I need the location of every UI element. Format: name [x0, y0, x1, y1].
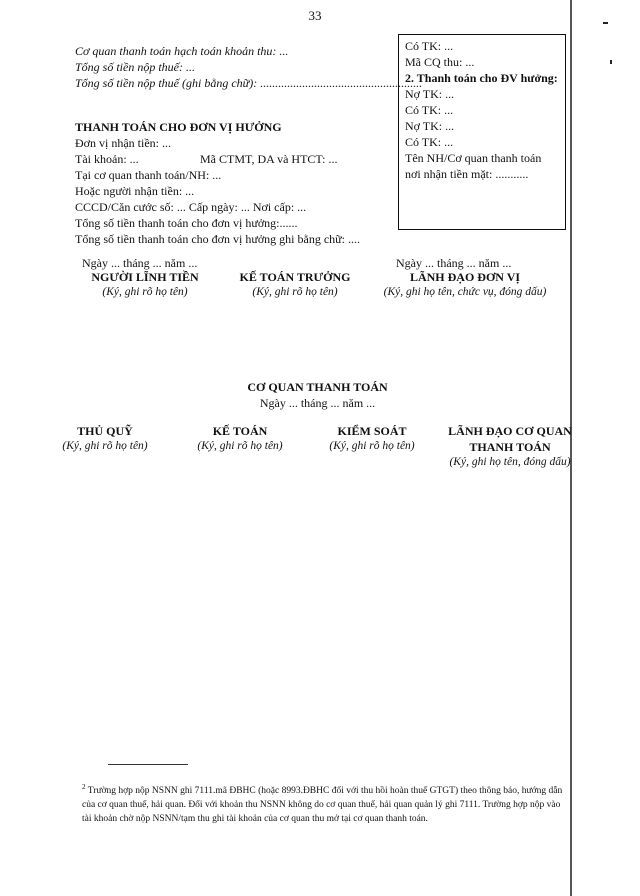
tax-total-words-line: Tổng số tiền nộp thuế (ghi bằng chữ): ...................................................... — [75, 76, 423, 90]
scan-edge-mark — [610, 60, 612, 64]
footnote-rule — [108, 764, 188, 765]
agency-accounting-line: Cơ quan thanh toán hạch toán khoản thu: ... — [75, 44, 289, 58]
box-line-debit-2: Nợ TK: ... — [405, 119, 455, 133]
receiver-line: Hoặc người nhận tiền: ... — [75, 184, 195, 198]
box-line-credit-2: Có TK: ... — [405, 135, 454, 149]
date-left: Ngày ... tháng ... năm ... — [82, 256, 198, 270]
unit-line: Đơn vị nhận tiền: ... — [75, 136, 171, 150]
total-line: Tổng số tiền thanh toán cho đơn vị hưởng:...... — [75, 216, 298, 230]
unit-leader-note: (Ký, ghi họ tên, chức vụ, đóng dấu) — [383, 286, 547, 298]
box-line-payment-heading: 2. Thanh toán cho ĐV hưởng: — [405, 71, 558, 85]
scan-edge-mark — [603, 22, 608, 24]
controller-note: (Ký, ghi rõ họ tên) — [329, 440, 415, 452]
footnote-mark: 2 — [82, 783, 86, 791]
accountant-note: (Ký, ghi rõ họ tên) — [197, 440, 283, 452]
date-right: Ngày ... tháng ... năm ... — [396, 256, 512, 270]
box-line-debit-1: Nợ TK: ... — [405, 87, 455, 101]
treasurer-title: THỦ QUỸ — [77, 424, 133, 438]
payment-heading: THANH TOÁN CHO ĐƠN VỊ HƯỞNG — [75, 120, 282, 134]
agency-bank-line: Tại cơ quan thanh toán/NH: ... — [75, 168, 222, 182]
tax-total-line: Tổng số tiền nộp thuế: ... — [75, 60, 195, 74]
account-line: Tài khoản: ... — [75, 152, 139, 166]
agency-leader-title-1: LÃNH ĐẠO CƠ QUAN — [448, 424, 572, 438]
accountant-title: KẾ TOÁN — [212, 424, 268, 438]
agency-leader-title-2: THANH TOÁN — [469, 440, 551, 454]
total-words-line: Tổng số tiền thanh toán cho đơn vị hưởng ghi bằng chữ: .... — [75, 232, 360, 246]
box-line-credit-1: Có TK: ... — [405, 103, 454, 117]
box-line-cash-place: nơi nhận tiền mặt: ........... — [405, 167, 529, 181]
controller-title: KIỂM SOÁT — [337, 424, 407, 438]
box-line-agency-code: Mã CQ thu: ... — [405, 55, 475, 69]
ctmt-line: Mã CTMT, DA và HTCT: ... — [200, 152, 338, 166]
treasurer-note: (Ký, ghi rõ họ tên) — [62, 440, 148, 452]
receiver-title: NGƯỜI LĨNH TIỀN — [91, 270, 199, 284]
chief-accountant-note: (Ký, ghi rõ họ tên) — [252, 286, 338, 298]
footnote — [82, 780, 570, 826]
accounting-box — [398, 34, 566, 230]
chief-accountant-title: KẾ TOÁN TRƯỞNG — [239, 270, 351, 284]
box-line-credit: Có TK: ... — [405, 39, 454, 53]
box-line-bank-name: Tên NH/Cơ quan thanh toán — [405, 151, 542, 165]
agency-date: Ngày ... tháng ... năm ... — [259, 396, 376, 410]
agency-heading: CƠ QUAN THANH TOÁN — [247, 380, 388, 394]
receiver-note: (Ký, ghi rõ họ tên) — [102, 286, 188, 298]
footnote-text: Trường hợp nộp NSNN ghi 7111.mã ĐBHC (hoặc 8993.ĐBHC đối với thu hồi hoàn thuế GTGT) theo thông báo, hướng dẫn của cơ quan thuế, hải quan. Đối với khoản thu NSNN không do cơ quan thuế, hải quan quản lý ghi 7111. Trường hợp nộp vào tài khoản chờ nộp NSNN/tạm thu ghi tài khoản của cơ quan thu mở tại cơ quan thanh toán. — [82, 786, 563, 825]
unit-leader-title: LÃNH ĐẠO ĐƠN VỊ — [409, 270, 521, 284]
page-number: 33 — [308, 8, 322, 23]
agency-leader-note: (Ký, ghi họ tên, đóng dấu) — [449, 456, 571, 468]
id-card-line: CCCD/Căn cước số: ... Cấp ngày: ... Nơi cấp: ... — [75, 200, 307, 214]
